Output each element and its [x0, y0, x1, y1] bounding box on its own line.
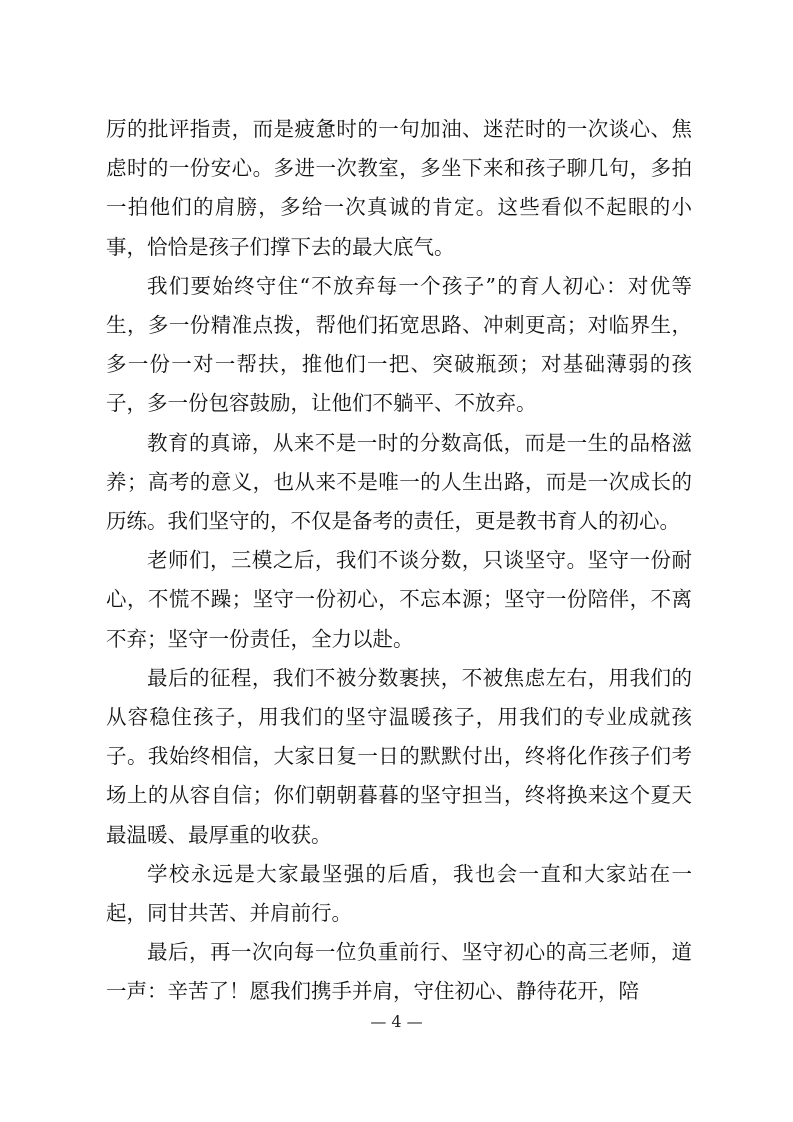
- paragraph-6: 学校永远是大家最坚强的后盾，我也会一直和大家站在一起，同甘共苦、并肩前行。: [106, 861, 692, 926]
- page-number: — 4 —: [370, 1012, 423, 1031]
- paragraph-3: 教育的真谛，从来不是一时的分数高低，而是一生的品格滋养；高考的意义，也从来不是唯一的人生出路，而是一次成长的历练。我们坚守的，不仅是备考的责任，更是教书育人的初心。: [106, 430, 692, 534]
- document-body: [106, 110, 692, 1012]
- paragraph-7: 最后，再一次向每一位负重前行、坚守初心的高三老师，道一声：辛苦了！愿我们携手并肩，守住初心、静待花开，陪: [106, 940, 692, 1004]
- paragraph-4: 老师们，三模之后，我们不谈分数，只谈坚守。坚守一份耐心，不慌不躁；坚守一份初心，不忘本源；坚守一份陪伴，不离不弃；坚守一份责任，全力以赴。: [106, 548, 692, 651]
- paragraph-1: 厉的批评指责，而是疲惫时的一句加油、迷茫时的一次谈心、焦虑时的一份安心。多进一次教室，多坐下来和孩子聊几句，多拍一拍他们的肩膀，多给一次真诚的肯定。这些看似不起眼的小事，恰恰是孩子们撑下去的最大底气。: [106, 117, 692, 259]
- paragraph-5: 最后的征程，我们不被分数裹挟，不被焦虑左右，用我们的从容稳住孩子，用我们的坚守温暖孩子，用我们的专业成就孩子。我始终相信，大家日复一日的默默付出，终将化作孩子们考场上的从容自信；你们朝朝暮暮的坚守担当，终将换来这个夏天最温暖、最厚重的收获。: [106, 665, 692, 847]
- paragraph-2: 我们要始终守住“不放弃每一个孩子”的育人初心：对优等生，多一份精准点拨，帮他们拓宽思路、冲刺更高；对临界生，多一份一对一帮扶，推他们一把、突破瓶颈；对基础薄弱的孩子，多一份包容鼓励，让他们不躺平、不放弃。: [106, 273, 692, 416]
